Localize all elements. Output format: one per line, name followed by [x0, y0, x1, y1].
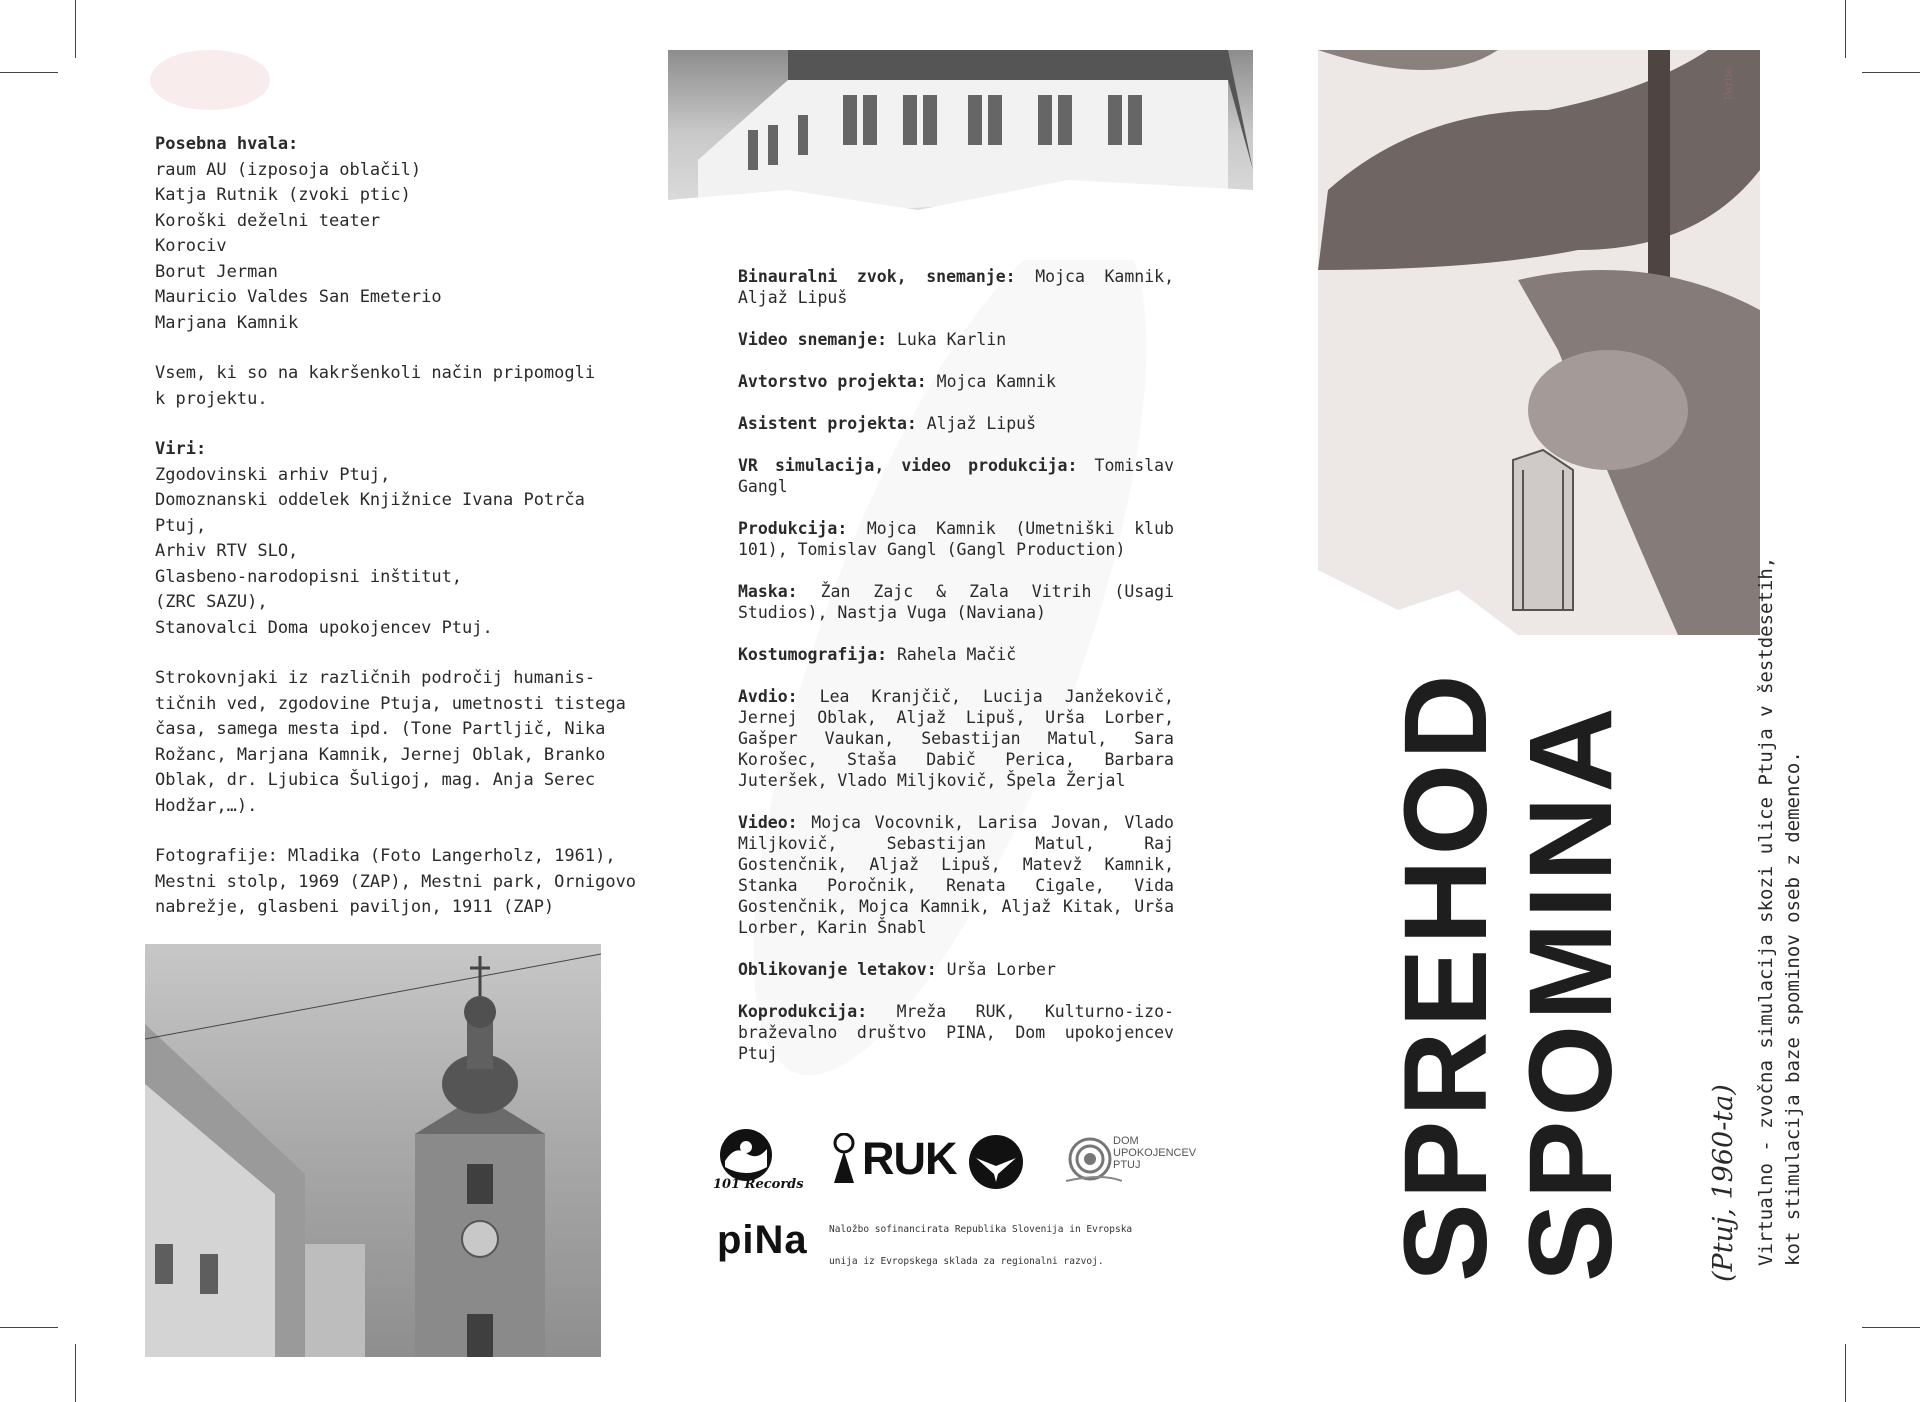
credit-entry — [738, 413, 1174, 434]
thanks-line: Korociv — [155, 236, 227, 256]
credit-entry — [738, 959, 1174, 980]
crop-mark — [75, 1344, 76, 1402]
credit-text: Tomislav Gangl — [738, 456, 1175, 496]
everyone-line: Vsem, ki so na kakršenkoli način pripomogli — [155, 363, 596, 383]
source-line: Stanovalci Doma upokojencev Ptuj. — [155, 617, 493, 638]
credit-label: Avtorstvo projekta: — [738, 372, 927, 391]
park-pavilion-photo — [1318, 50, 1760, 635]
source-line: Arhiv RTV SLO, — [155, 541, 299, 561]
source-line: Ptuj, — [155, 515, 207, 536]
cover-title-line-2: SPOMINA — [1505, 703, 1637, 1282]
credit-label: Binauralni zvok, snemanje: — [738, 267, 1016, 286]
credit-entry — [738, 581, 1174, 623]
dom-line: PTUJ — [1113, 1159, 1141, 1171]
credit-text: Luka Karlin — [887, 330, 1007, 349]
crop-mark — [1845, 1344, 1846, 1402]
credit-label: Produkcija: — [738, 519, 848, 538]
credit-label: Oblikovanje letakov: — [738, 960, 937, 979]
credit-label: Maska: — [738, 582, 798, 601]
credit-text: Aljaž Lipuš — [916, 414, 1037, 433]
park-photo-caption: Partie — [1722, 66, 1735, 100]
funding-note-line: Naložbo sofinancirata Republika Slovenija in Evropska — [829, 1224, 1133, 1235]
experts-line: Rožanc, Marjana Kamnik, Jernej Oblak, Branko — [155, 744, 606, 765]
ruk-logo-text: RUK — [862, 1133, 957, 1184]
source-line: Zgodovinski arhiv Ptuj, — [155, 464, 391, 485]
experts-line: tičnih ved, zgodovine Ptuja, umetnosti tistega — [155, 693, 626, 714]
cover-description-line: kot stimulacija baze spominov oseb z demenco. — [1782, 751, 1804, 1266]
101-records-label: 101 Records — [713, 1177, 804, 1192]
experts-line: Hodžar,…). — [155, 795, 258, 816]
credit-label: Avdio: — [738, 687, 798, 706]
thanks-heading: Posebna hvala: — [155, 134, 299, 154]
school-building-photo — [668, 50, 1253, 260]
experts-line: Oblak, dr. Ljubica Šuligoj, mag. Anja Serec — [155, 770, 596, 790]
cover-description-line: Virtualno - zvočna simulacija skozi ulice Ptuja v šestdesetih, — [1755, 556, 1777, 1266]
credit-entry — [738, 371, 1174, 392]
source-line: (ZRC SAZU), — [155, 592, 268, 612]
credit-entry — [738, 266, 1174, 308]
thanks-line: Mauricio Valdes San Emeterio — [155, 287, 442, 307]
credit-text: Rahela Mačič — [887, 645, 1017, 664]
everyone-line: k projektu. — [155, 388, 268, 409]
thanks-line: Marjana Kamnik — [155, 312, 299, 333]
credit-text: Mojca Vocovnik, Larisa Jovan, Vlado Miljkovič, Sebastijan Matul, Raj Gostenčnik, Aljaž Lipuš, Matevž Kamnik, Stanka Poročnik, Renata Cigale, Vida Gostenčnik, Mojca Kamnik, Aljaž Kitak, Urša Lorber, Karin Šnabl — [738, 813, 1174, 937]
cover-title-line-1: SPREHOD — [1380, 670, 1512, 1282]
photos-credit-line: nabrežje, glasbeni paviljon, 1911 (ZAP) — [155, 897, 555, 917]
credit-text: Mojca Kamnik, Aljaž Lipuš — [738, 267, 1175, 307]
crop-mark — [0, 1327, 58, 1328]
crop-mark — [0, 72, 58, 73]
bird-circle-icon — [968, 1134, 1024, 1190]
cover-subtitle: (Ptuj, 1960-ta) — [1708, 1084, 1739, 1282]
photos-credit-line: Mestni stolp, 1969 (ZAP), Mestni park, Ornigovo — [155, 871, 637, 892]
paint-smudge — [150, 50, 270, 110]
credit-entry — [738, 644, 1174, 665]
credit-text: Mreža RUK, Kulturno-izo-braževalno društvo PINA, Dom upokojencev Ptuj — [738, 1002, 1174, 1063]
credit-entry — [738, 1001, 1174, 1064]
thanks-line: Katja Rutnik (zvoki ptic) — [155, 185, 411, 205]
credit-entry — [738, 329, 1174, 350]
thanks-line: Borut Jerman — [155, 261, 278, 282]
experts-line: časa, samega mesta ipd. (Tone Partljič, Nika — [155, 719, 606, 739]
credit-entry — [738, 518, 1174, 560]
credits-column — [738, 266, 1174, 1085]
source-line: Glasbeno-narodopisni inštitut, — [155, 566, 463, 587]
thanks-line: raum AU (izposoja oblačil) — [155, 159, 422, 180]
sources-heading: Viri: — [155, 439, 207, 459]
photos-credit-line: Fotografije: Mladika (Foto Langerholz, 1961), — [155, 846, 616, 866]
acknowledgements-column — [155, 132, 645, 921]
dom-upokojencev-text — [1113, 1135, 1196, 1171]
church-tower-photo — [145, 944, 601, 1357]
thanks-line: Koroški deželni teater — [155, 210, 381, 231]
crop-mark — [1862, 1327, 1920, 1328]
crop-mark — [1845, 0, 1846, 58]
credit-entry — [738, 455, 1174, 497]
tree-figure-icon — [830, 1133, 858, 1183]
funding-note-line: unija iz Evropskega sklada za regionalni razvoj. — [829, 1256, 1104, 1267]
credit-entry — [738, 812, 1174, 938]
credit-label: Koprodukcija: — [738, 1002, 868, 1021]
credit-text: Mojca Kamnik (Umetniški klub 101), Tomislav Gangl (Gangl Production) — [738, 519, 1174, 559]
credit-label: Kostumografija: — [738, 645, 888, 664]
credit-label: Video snemanje: — [738, 330, 888, 349]
dom-line: DOM — [1113, 1135, 1139, 1147]
credit-label: VR simulacija, video produkcija: — [738, 456, 1078, 475]
credit-label: Video: — [738, 813, 798, 832]
crop-mark — [1862, 72, 1920, 73]
credit-text: Žan Zajc & Zala Vitrih (Usagi Studios), Nastja Vuga (Naviana) — [738, 582, 1174, 622]
credit-entry — [738, 686, 1174, 791]
crop-mark — [75, 0, 76, 58]
dom-line: UPOKOJENCEV — [1113, 1147, 1197, 1159]
credit-label: Asistent projekta: — [738, 414, 917, 433]
source-line: Domoznanski oddelek Knjižnice Ivana Potrča — [155, 490, 585, 510]
pina-logo: piNa — [717, 1218, 808, 1262]
credit-text: Urša Lorber — [936, 960, 1056, 979]
credit-text: Mojca Kamnik — [926, 372, 1056, 391]
credit-text: Lea Kranjčič, Lucija Janžekovič, Jernej Oblak, Aljaž Lipuš, Urša Lorber, Gašper Vaukan, Sebastijan Matul, Sara Korošec, Staša Dabič Perica, Barbara Juteršek, Vlado Miljkovič, Špela Žerjal — [738, 687, 1174, 790]
experts-line: Strokovnjaki iz različnih področij humanis- — [155, 668, 596, 688]
